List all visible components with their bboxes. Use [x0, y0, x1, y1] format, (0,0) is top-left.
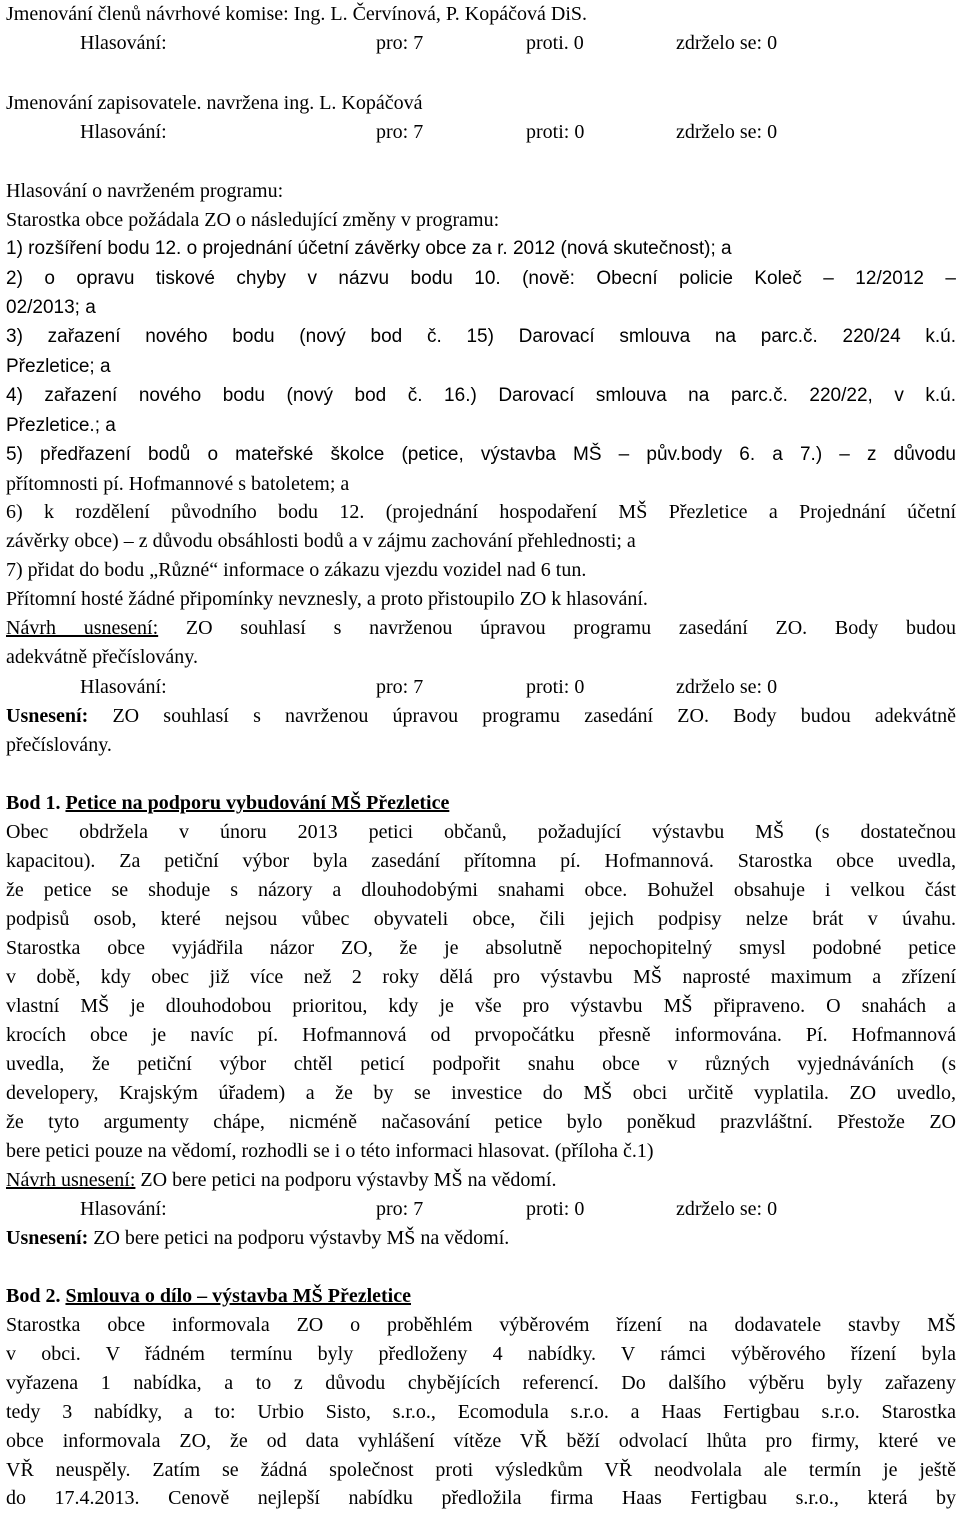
bod1-paragraph-line: kapacitou). Za petiční výbor byla zasedání přítomna pí. Hofmannová. Starostka obce uvedla,: [6, 850, 956, 872]
bod2-paragraph-line: Starostka obce informovala ZO o proběhlém výběrovém řízení na dodavatele stavby MŠ: [6, 1314, 956, 1336]
program-item-5-cont: přítomnosti pí. Hofmannové s batoletem; a: [6, 473, 350, 495]
commission-line: Jmenování členů návrhové komise: Ing. L. Červínová, P. Kopáčová DiS.: [6, 3, 587, 25]
bod2-paragraph-line: vyřazena 1 nabídka, a to z důvodu chybějících referencí. Do dalšího výběru byly zařazeny: [6, 1372, 956, 1394]
program-item-1: 1) rozšíření bodu 12. o projednání účetní závěrky obce za r. 2012 (nová skutečnost); a: [6, 238, 732, 259]
program-item-6: 6) k rozdělení původního bodu 12. (projednání hospodaření MŠ Přezletice a Projednání účetní: [6, 501, 956, 523]
vote-line-commission: Hlasování: pro: 7 proti. 0 zdrželo se: 0: [80, 32, 778, 54]
bod1-paragraph-line: bere petici pouze na vědomí, rozhodli se i o této informaci hlasovat. (příloha č.1): [6, 1140, 654, 1162]
guests-remark: Přítomní hosté žádné připomínky nevznesly, a proto přistoupilo ZO k hlasování.: [6, 588, 648, 610]
resolution-program: Usnesení: ZO souhlasí s navrženou úpravou programu zasedání ZO. Body budou adekvátně: [6, 705, 956, 727]
bod2-paragraph-line: obce informovala ZO, že od data vyhlášení vítěze VŘ běží odvolací lhůta pro firmy, které ve: [6, 1430, 956, 1452]
bod1-paragraph-line: Starostka obce vyjádřila názor ZO, že je absolutně nepochopitelný smysl podobné petice: [6, 937, 956, 959]
section-heading-bod-1: Bod 1. Petice na podporu vybudování MŠ Přezletice: [6, 792, 450, 814]
resolution-proposal-program: Návrh usnesení: ZO souhlasí s navrženou úpravou programu zasedání ZO. Body budou: [6, 617, 956, 639]
resolution-program-cont: přečíslovány.: [6, 734, 112, 756]
bod1-paragraph-line: že petice se shoduje s názory a dlouhodobými snahami obce. Bohužel obsahuje i velkou část: [6, 879, 956, 901]
resolution-bod-1: Usnesení: ZO bere petici na podporu výstavby MŠ na vědomí.: [6, 1227, 510, 1249]
vote-line-bod-1: Hlasování: pro: 7 proti: 0 zdrželo se: 0: [80, 1198, 778, 1220]
bod1-paragraph-line: podpisů osob, které nejsou vůbec obyvateli obce, čili jejich podpisy nelze brát v úvahu.: [6, 908, 956, 930]
resolution-proposal-bod-1: Návrh usnesení: ZO bere petici na podporu výstavby MŠ na vědomí.: [6, 1169, 557, 1191]
program-vote-heading: Hlasování o navrženém programu:: [6, 180, 284, 202]
vote-line-program: Hlasování: pro: 7 proti: 0 zdrželo se: 0: [80, 676, 778, 698]
section-heading-bod-2: Bod 2. Smlouva o dílo – výstavba MŠ Přezletice: [6, 1285, 411, 1307]
bod1-paragraph-line: že tyto argumenty chápe, nicméně načasování petice bylo poněkud prazvláštní. Přestože ZO: [6, 1111, 956, 1133]
program-item-2-cont: 02/2013; a: [6, 297, 96, 318]
program-item-5: 5) předřazení bodů o mateřské školce (petice, výstavba MŠ – pův.body 6. a 7.) – z důvodu: [6, 444, 956, 465]
program-item-4-cont: Přezletice.; a: [6, 415, 116, 436]
vote-line-recorder: Hlasování: pro: 7 proti: 0 zdrželo se: 0: [80, 121, 778, 143]
program-item-7: 7) přidat do bodu „Různé“ informace o zákazu vjezdu vozidel nad 6 tun.: [6, 559, 587, 581]
program-item-4: 4) zařazení nového bodu (nový bod č. 16.) Darovací smlouva na parc.č. 220/22, v k.ú.: [6, 385, 956, 406]
bod1-paragraph-line: krocích obce je navíc pí. Hofmannová od prvopočátku přesně informována. Pí. Hofmannová: [6, 1024, 956, 1046]
program-changes-intro: Starostka obce požádala ZO o následující změny v programu:: [6, 209, 500, 231]
bod2-paragraph-line: VŘ neuspěly. Zatím se žádná společnost proti výsledkům VŘ neodvolala ale termín je ještě: [6, 1459, 956, 1481]
bod1-paragraph-line: developery, Krajským úřadem) a že by se investice do MŠ obci určitě vyplatila. ZO uvedlo,: [6, 1082, 956, 1104]
bod2-paragraph-line: do 17.4.2013. Cenově nejlepší nabídku předložila firma Haas Fertigbau s.r.o., která by: [6, 1487, 956, 1509]
bod1-paragraph-line: uvedla, že petiční výbor chtěl peticí podpořit snahu obce v různých vyjednáváních (s: [6, 1053, 956, 1075]
program-item-3: 3) zařazení nového bodu (nový bod č. 15) Darovací smlouva na parc.č. 220/24 k.ú.: [6, 326, 956, 347]
resolution-proposal-program-cont: adekvátně přečíslovány.: [6, 646, 198, 668]
program-item-2: 2) o opravu tiskové chyby v názvu bodu 10. (nově: Obecní policie Koleč – 12/2012 –: [6, 268, 956, 289]
bod1-paragraph-line: vlastní MŠ je dlouhodobou prioritou, kdy je vše pro výstavbu MŠ připraveno. O snahách a: [6, 995, 956, 1017]
bod2-paragraph-line: tedy 3 nabídky, a to: Urbio Sisto, s.r.o., Ecomodula s.r.o. a Haas Fertigbau s.r.o. Starostka: [6, 1401, 956, 1423]
bod1-paragraph-line: Obec obdržela v únoru 2013 petici občanů, požadující výstavbu MŠ (s dostatečnou: [6, 821, 956, 843]
bod2-paragraph-line: v obci. V řádném termínu byly předloženy 4 nabídky. V rámci výběrového řízení byla: [6, 1343, 956, 1365]
bod1-paragraph-line: v době, kdy obec již více než 2 roky dělá pro výstavbu MŠ naprosté maximum a zřízení: [6, 966, 956, 988]
program-item-6-cont: závěrky obce) – z důvodu obsáhlosti bodů a v zájmu zachování přehlednosti; a: [6, 530, 636, 552]
recorder-line: Jmenování zapisovatele. navržena ing. L. Kopáčová: [6, 92, 423, 114]
program-item-3-cont: Přezletice; a: [6, 356, 111, 377]
